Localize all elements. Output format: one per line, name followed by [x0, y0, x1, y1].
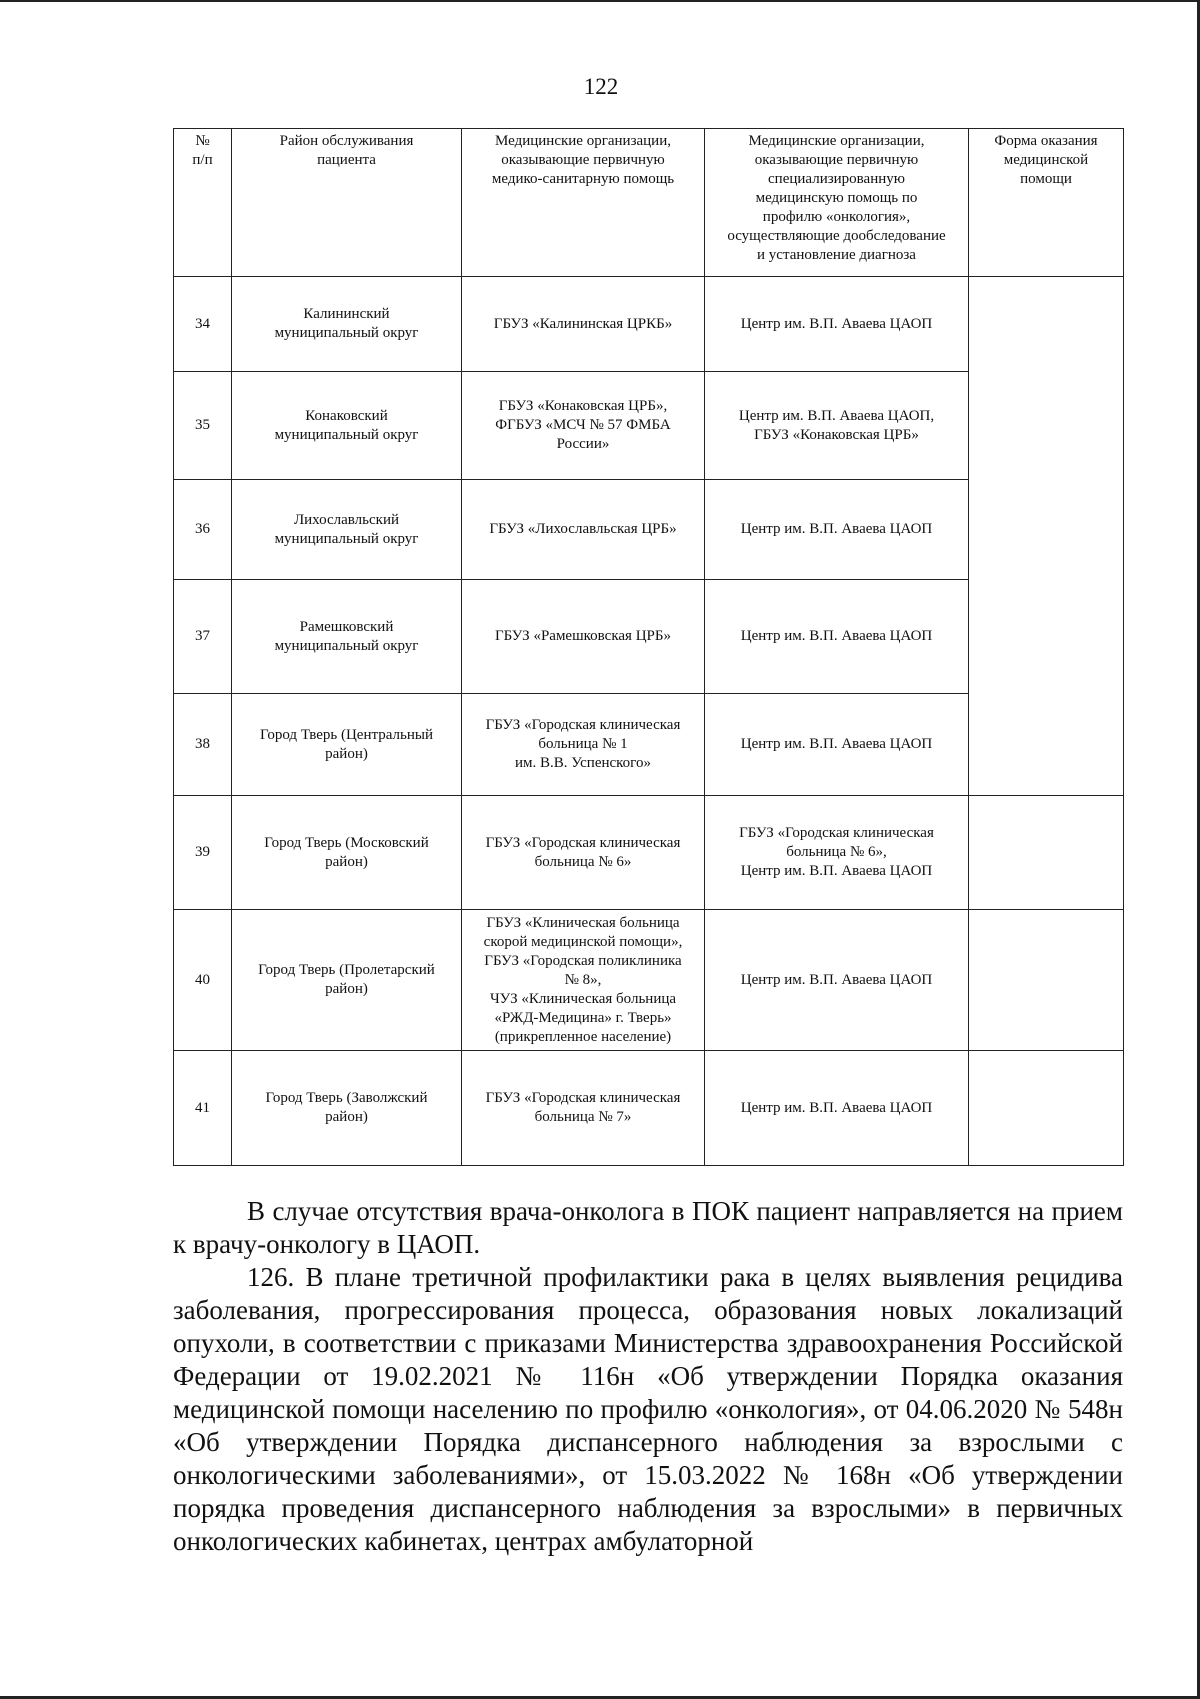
row-oncology: Центр им. В.П. Аваева ЦАОП — [705, 910, 969, 1051]
row-district: Город Тверь (Заволжский район) — [232, 1051, 462, 1166]
paragraph-referral: В случае отсутствия врача-онколога в ПОК пациент направляется на прием к врачу-онкологу в ЦАОП. — [173, 1196, 1123, 1259]
table-header-row — [174, 129, 1124, 277]
row-number: 38 — [174, 694, 232, 796]
header-district: Район обслуживания пациента — [232, 129, 462, 277]
row-number: 39 — [174, 796, 232, 910]
row-number: 41 — [174, 1051, 232, 1166]
page-border-top — [0, 0, 1200, 2]
row-district: Рамешковский муниципальный округ — [232, 580, 462, 694]
oncology-routing-table — [173, 128, 1124, 1166]
row-primary-care: ГБУЗ «Городская клиническая больница № 6» — [462, 796, 705, 910]
row-care-form — [969, 910, 1124, 1051]
row-oncology: Центр им. В.П. Аваева ЦАОП — [705, 1051, 969, 1166]
paragraph-126: 126. В плане третичной профилактики рака в целях выявления рецидива заболевания, прогрессирования процесса, образования новых локализаций опухоли, в соответствии с приказами Министерства здравоохранения Российской Федерации от 19.02.2021 № 116н «Об утверждении Порядка оказания медицинской помощи населению по профилю «онкология», от 04.06.2020 № 548н «Об утверждении Порядка диспансерного наблюдения за взрослыми с онкологическими заболеваниями», от 15.03.2022 № 168н «Об утверждении порядка проведения диспансерного наблюдения за взрослыми» в первичных онкологических кабинетах, центрах амбулаторной — [173, 1262, 1123, 1556]
row-primary-care: ГБУЗ «Лихославльская ЦРБ» — [462, 480, 705, 580]
table-row — [174, 277, 1124, 372]
body-text — [173, 1195, 1123, 1558]
header-primary-care-orgs: Медицинские организации, оказывающие первичную медико-санитарную помощь — [462, 129, 705, 277]
row-district: Лихославльский муниципальный округ — [232, 480, 462, 580]
table-row — [174, 796, 1124, 910]
row-primary-care: ГБУЗ «Городская клиническая больница № 1 им. В.В. Успенского» — [462, 694, 705, 796]
row-number: 36 — [174, 480, 232, 580]
row-district: Город Тверь (Центральный район) — [232, 694, 462, 796]
row-district: Город Тверь (Пролетарский район) — [232, 910, 462, 1051]
header-number: № п/п — [174, 129, 232, 277]
row-oncology: Центр им. В.П. Аваева ЦАОП, ГБУЗ «Конаковская ЦРБ» — [705, 372, 969, 480]
row-primary-care: ГБУЗ «Конаковская ЦРБ», ФГБУЗ «МСЧ № 57 ФМБА России» — [462, 372, 705, 480]
row-primary-care: ГБУЗ «Калининская ЦРКБ» — [462, 277, 705, 372]
row-care-form-merged — [969, 277, 1124, 796]
row-oncology: Центр им. В.П. Аваева ЦАОП — [705, 580, 969, 694]
row-primary-care: ГБУЗ «Рамешковская ЦРБ» — [462, 580, 705, 694]
row-primary-care: ГБУЗ «Городская клиническая больница № 7» — [462, 1051, 705, 1166]
row-number: 35 — [174, 372, 232, 480]
row-oncology: Центр им. В.П. Аваева ЦАОП — [705, 480, 969, 580]
table-row — [174, 910, 1124, 1051]
row-number: 37 — [174, 580, 232, 694]
row-care-form — [969, 796, 1124, 910]
row-district: Конаковский муниципальный округ — [232, 372, 462, 480]
page-number: 122 — [583, 74, 619, 99]
row-primary-care: ГБУЗ «Клиническая больница скорой медицинской помощи», ГБУЗ «Городская поликлиника № 8», ЧУЗ «Клиническая больница «РЖД-Медицина» г. Тверь» (прикрепленное население) — [462, 910, 705, 1051]
header-oncology-orgs: Медицинские организации, оказывающие первичную специализированную медицинскую помощь по профилю «онкология», осуществляющие дообследование и установление диагноза — [705, 129, 969, 277]
row-care-form — [969, 1051, 1124, 1166]
row-oncology: ГБУЗ «Городская клиническая больница № 6», Центр им. В.П. Аваева ЦАОП — [705, 796, 969, 910]
header-care-form: Форма оказания медицинской помощи — [969, 129, 1124, 277]
row-oncology: Центр им. В.П. Аваева ЦАОП — [705, 694, 969, 796]
row-number: 40 — [174, 910, 232, 1051]
row-district: Город Тверь (Московский район) — [232, 796, 462, 910]
table-row — [174, 1051, 1124, 1166]
row-district: Калининский муниципальный округ — [232, 277, 462, 372]
row-oncology: Центр им. В.П. Аваева ЦАОП — [705, 277, 969, 372]
row-number: 34 — [174, 277, 232, 372]
